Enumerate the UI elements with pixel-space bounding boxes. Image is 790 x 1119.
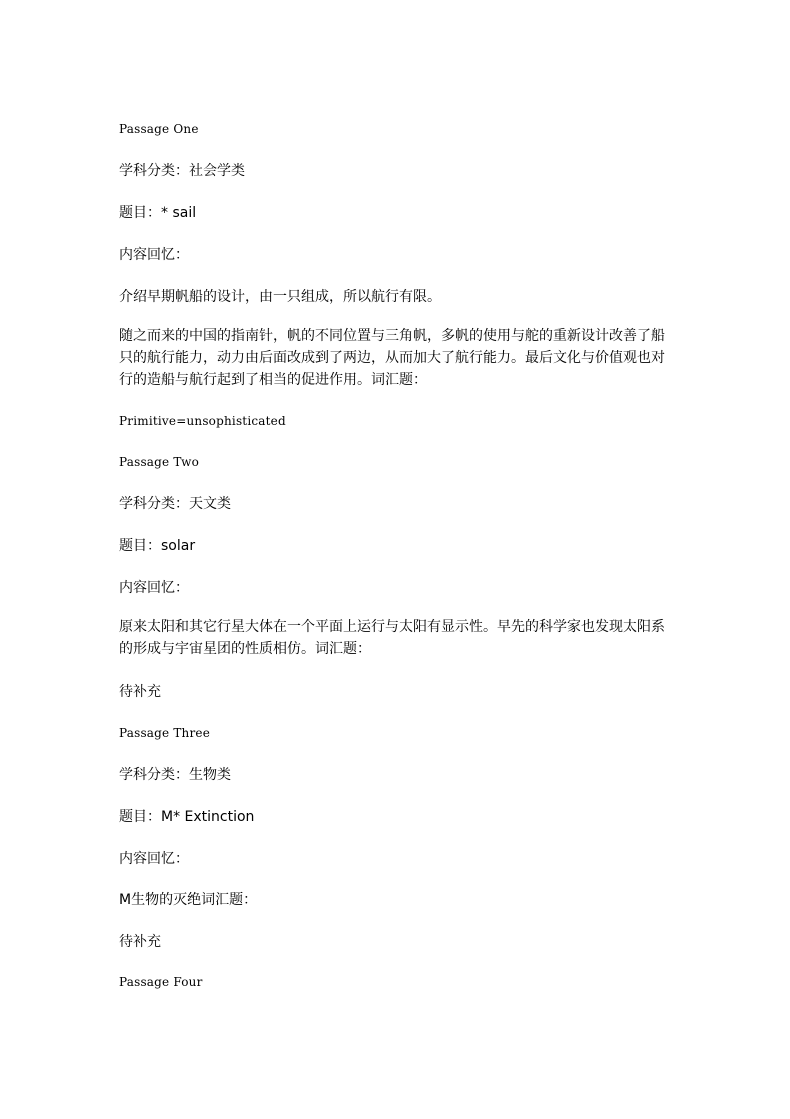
summary-paragraph: 随之而来的中国的指南针，帆的不同位置与三角帆，多帆的使用与舵的重新设计改善了船只的航行能力，动力由后面改成到了两边，从而加大了航行能力。最后文化与价值观也对行的造船与航行起到了相当的促进作用。词汇题：	[119, 328, 665, 388]
summary-paragraph: 原来太阳和其它行星大体在一个平面上运行与太阳有显示性。早先的科学家也发现太阳系的形成与宇宙星团的性质相仿。词汇题：	[119, 619, 665, 657]
subject-category: 学科分类：生物类	[119, 767, 231, 783]
passage-heading: Passage Two	[119, 455, 200, 469]
passage-title: 题目：solar	[119, 538, 196, 554]
summary-text: 介绍早期帆船的设计，由一只组成，所以航行有限。	[119, 289, 441, 305]
passage-title: 题目：* sail	[119, 205, 197, 221]
subject-category: 学科分类：社会学类	[119, 163, 245, 179]
vocab-text: 待补充	[119, 934, 161, 950]
recall-label: 内容回忆：	[119, 851, 189, 867]
passage-heading: Passage Four	[119, 975, 203, 989]
subject-category: 学科分类：天文类	[119, 496, 231, 512]
vocab-text: Primitive=unsophisticated	[119, 414, 286, 428]
passage-title: 题目：M* Extinction	[119, 809, 255, 825]
summary-text: M生物的灭绝词汇题：	[119, 892, 258, 908]
recall-label: 内容回忆：	[119, 247, 189, 263]
recall-label: 内容回忆：	[119, 580, 189, 596]
vocab-text: 待补充	[119, 684, 161, 700]
passage-heading: Passage One	[119, 122, 199, 136]
passage-heading: Passage Three	[119, 726, 211, 740]
